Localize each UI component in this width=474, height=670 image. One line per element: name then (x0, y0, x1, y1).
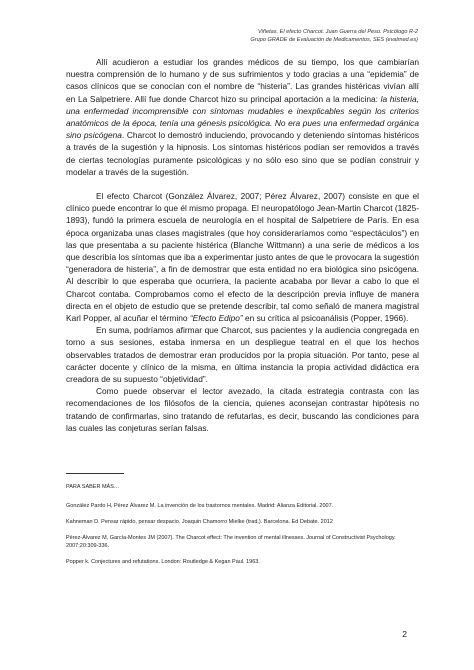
references-heading: PARA SABER MÁS… (66, 484, 120, 490)
paragraph-4: Como puede observar el lector avezado, la citada estrategia contrasta con las recomendaciones de los filósofos de la ciencia, quienes aconsejan contrastar hipótesis no tratando de confirmarlas, sino tratando de refutarlas, es decir, buscando las condiciones para las cuales las conjeturas serían falsas. (66, 386, 419, 433)
paragraph-1-text-c: . Charcot lo demostró induciendo, provocando y deteniendo síntomas histéricos a través de la sugestión y la hipnosis. Los síntomas histéricos podían ser removidos a través de ciertas tecnologías puramente psicológicas y no sólo eso sino que se podían construir y modelar a través de la sugestión. (66, 130, 419, 177)
header-line-1: Viñetas. El efecto Charcot. Juan Guerra del Peso. Psicólogo R-2 (257, 29, 418, 35)
paragraph-1 (66, 56, 419, 178)
paragraph-2 (66, 190, 419, 324)
paragraph-2-text-c: en su crítica al psicoanálisis (Popper, 1966). (242, 313, 409, 324)
paragraph-1-text-a: Allí acudieron a estudiar los grandes médicos de su tiempo, los que cambiarían nuestra comprensión de lo humano y de sus sufrimientos y todo gracias a una “epidemia” de casos clínicos que se conocían con el nombre de “histeria”. Las grandes histéricas vivían allí en La Salpetriere. Allí fue donde Charcot hizo su principal aportación a la medicina: (66, 57, 419, 104)
running-header (250, 28, 418, 44)
paragraph-2-emphasis: “Efecto Edipo” (189, 313, 243, 324)
footnote-divider (66, 473, 124, 474)
page-number: 2 (402, 629, 407, 639)
paragraph-1-emphasis: la histeria, una enfermedad incomprensible con síntomas mudables e inexplicables según los criterios anatómicos de la época, tenía una génesis psicológica. No era pues una enfermedad orgánica sino psicógena (66, 93, 419, 141)
header-line-2: Grupo GRADE de Evaluación de Medicamentos, SES (evalmed.es) (250, 37, 418, 43)
reference-item: Pérez-Álvarez M, García-Montes JM (2007). The Charcot effect: The invention of mental illnesses. Journal of Constructivist Psychology. 2007;20:309-336. (66, 535, 396, 549)
reference-item: Popper k. Conjectures and refutations. London: Routledge & Kegan Paul. 1963. (66, 559, 260, 565)
reference-item: González Pardo H, Pérez Álvarez M. La invención de los trastornos mentales. Madrid: Alianza Editorial. 2007. (66, 503, 334, 509)
paragraph-2-text-a: El efecto Charcot (González Álvarez, 2007; Pérez Álvarez, 2007) consiste en que el clínico puede encontrar lo que él mismo propaga. El neuropatólogo Jean-Martin Charcot (1825-1893), fundó la primera escuela de neurología en el hospital de Salpetriere de París. En esa época organizaba unas clases magistrales (que hoy consideraríamos como “espectáculos”) en las que presentaba a su paciente histérica (Blanche Wittmann) a una serie de médicos a los que describía los síntomas que iba a experimentar justo antes de que le provocara la sugestión “generadora de histeria”, a fin de demostrar que esta entidad no era biológica sino psicógena. Al describir lo que esperaba que ocurriera, la paciente acababa por llevar a cabo lo que el Charcot contaba. Comprobamos como el efecto de la descripción previa influye de manera directa en el objeto de estudio que se pretende describir, tal como señaló de manera magistral Karl Popper, al acuñar el término (66, 191, 419, 324)
paragraph-3: En suma, podríamos afirmar que Charcot, sus pacientes y la audiencia congregada en torno a sus sesiones, estaba inmersa en un despliegue teatral en el que los hechos observables tratados de demostrar eran producidos por la propia situación. Por tanto, pese al carácter docente y clínico de la misma, en última instancia la propia actividad didáctica era creadora de su supuesto “objetividad”. (66, 325, 419, 385)
body-text (66, 56, 419, 434)
reference-item: Kahneman D. Pensar rápido, pensar despacio. Joaquin Chamorro Mielke (trad.). Barcelona. Ed Debate. 2012 (66, 519, 333, 525)
references-section (66, 483, 419, 574)
